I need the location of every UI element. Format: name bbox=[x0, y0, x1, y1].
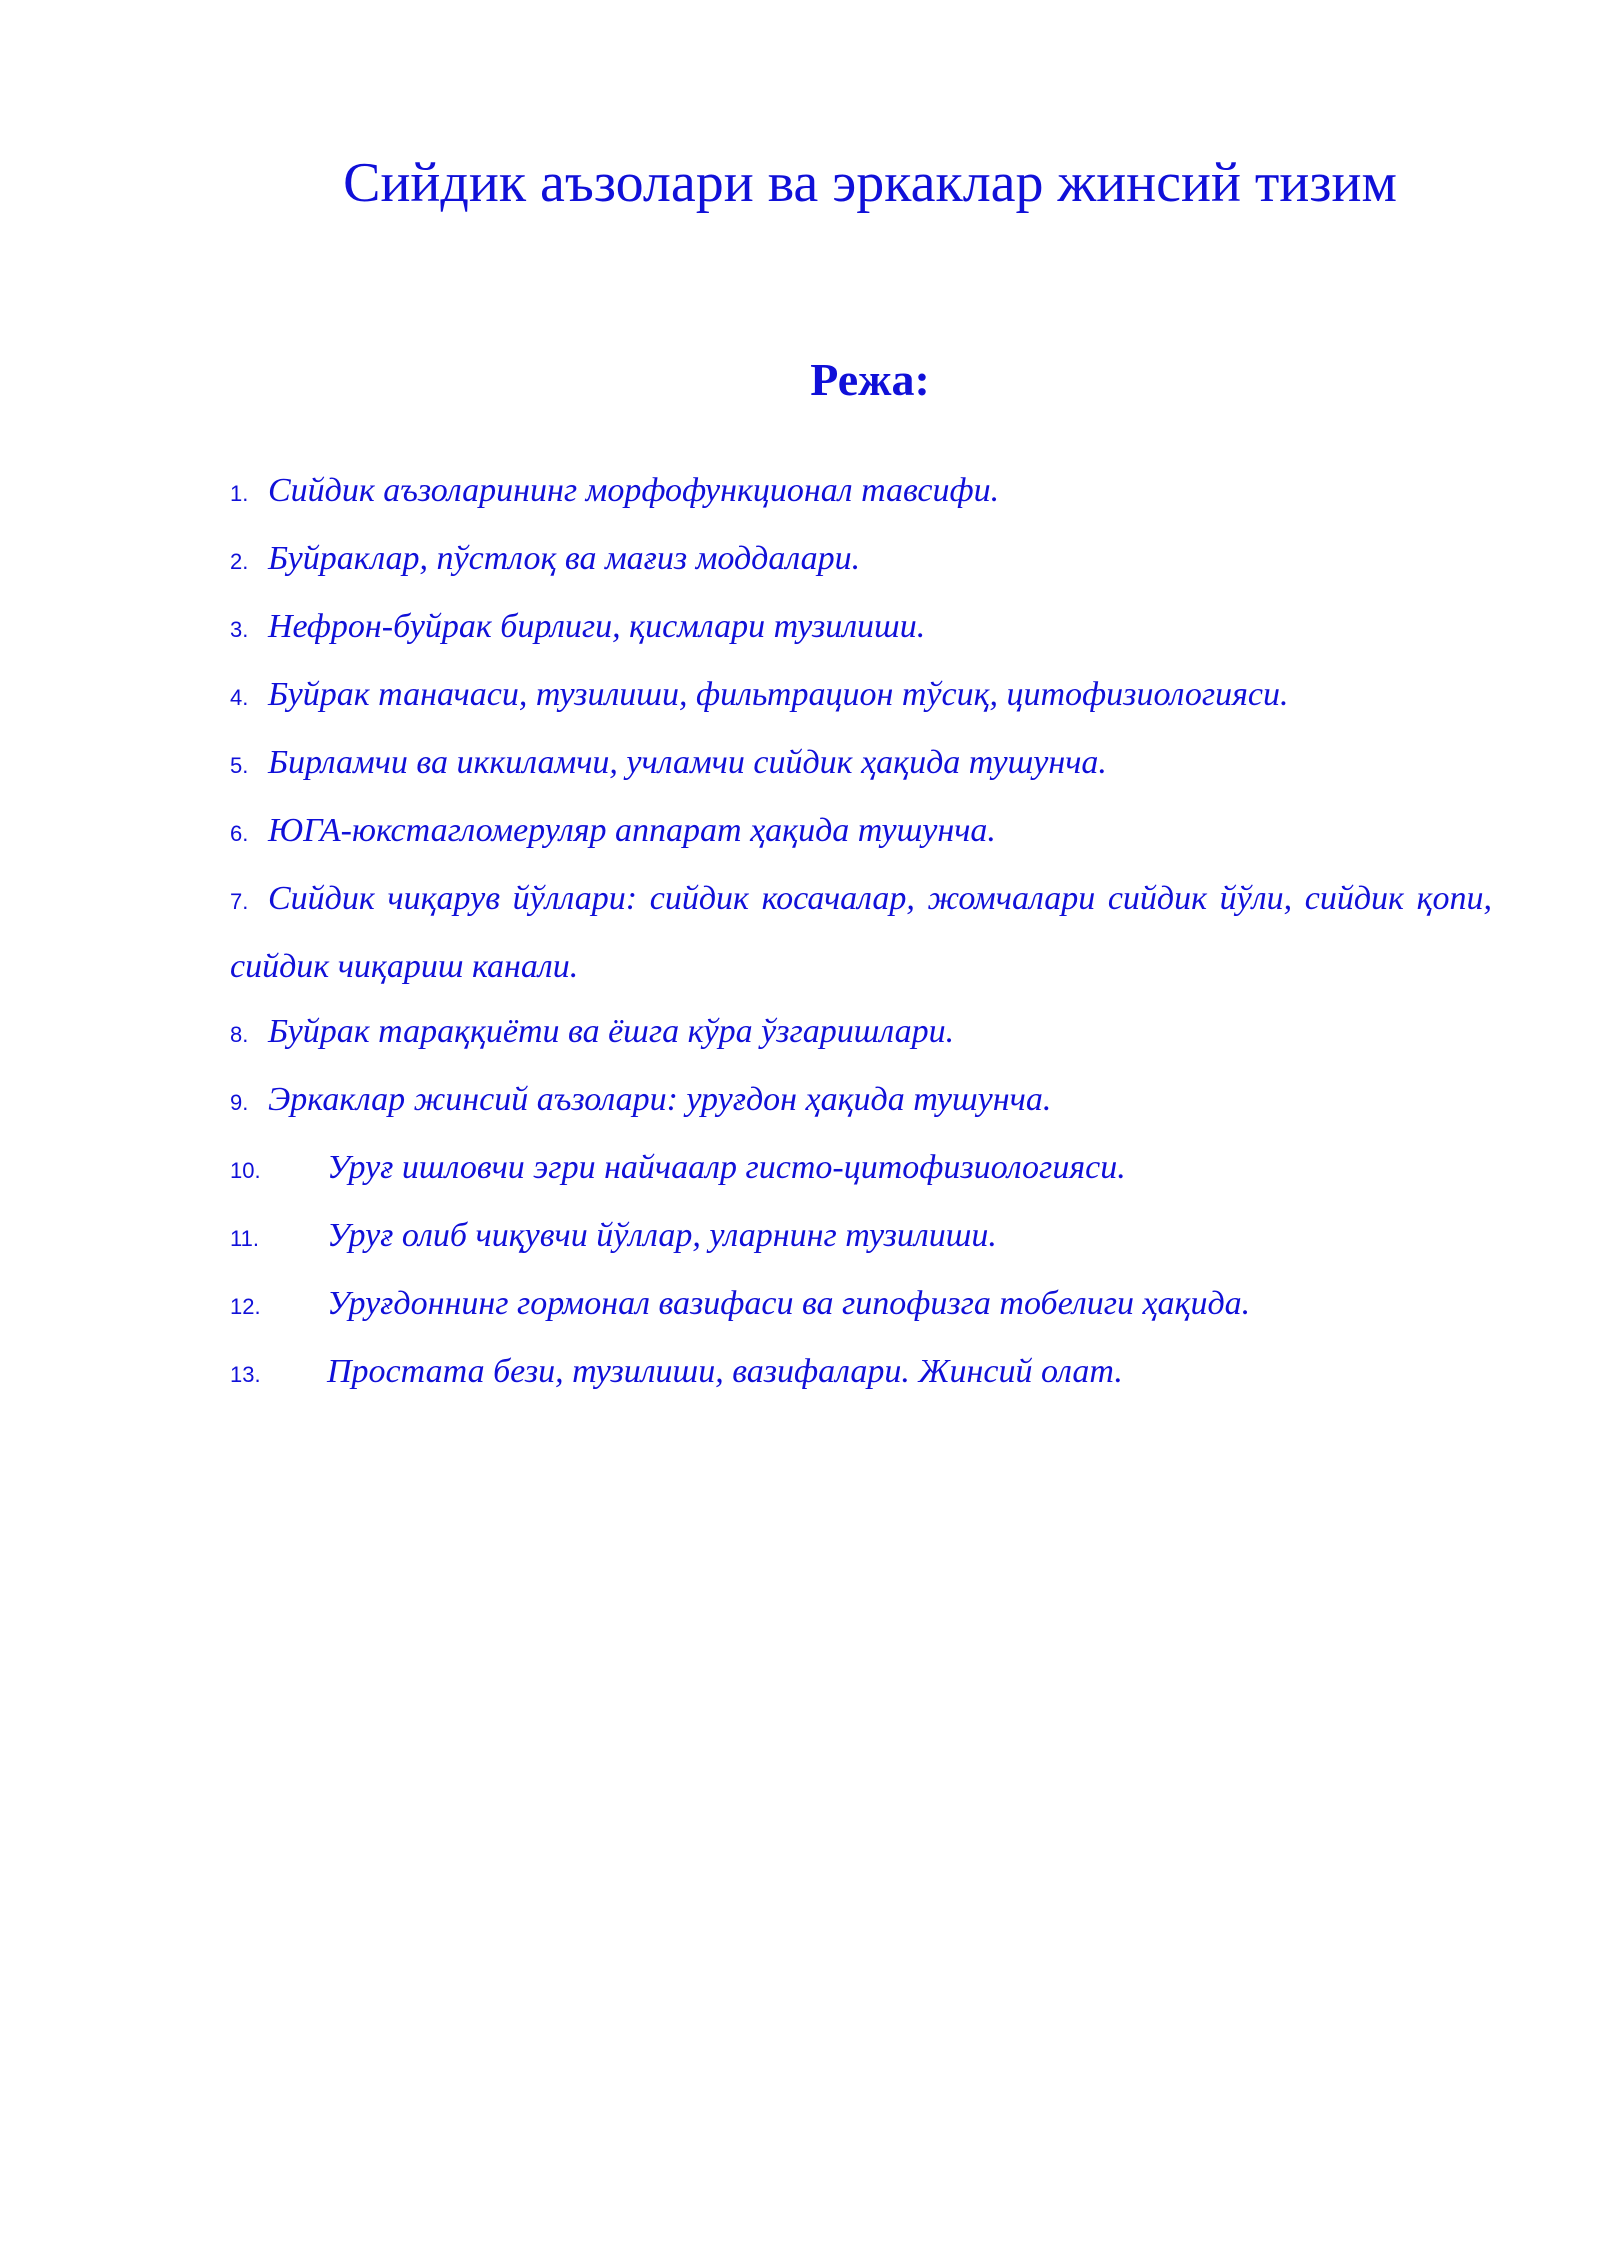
plan-item-text: Бирламчи ва иккиламчи, учламчи сийдик ҳақида тушунча. bbox=[268, 744, 1107, 781]
plan-item-text: Буйрак тараққиёти ва ёшга кўра ўзгаришлари. bbox=[268, 1013, 955, 1050]
plan-item-number: 13. bbox=[230, 1362, 261, 1387]
plan-heading: Режа: bbox=[810, 354, 930, 405]
plan-item-text: Простата бези, тузилиши, вазифалари. Жинсий олат. bbox=[327, 1353, 1123, 1390]
plan-item-text: Буйраклар, пўстлоқ ва мағиз моддалари. bbox=[268, 540, 861, 577]
plan-item-number: 11. bbox=[230, 1226, 259, 1251]
plan-item-text: Сийдик чиқарув йўллари: сийдик косачалар, жомчалари сийдик йўли, сийдик қопи, сийдик чиқариш канали. bbox=[230, 880, 1492, 985]
plan-item-number: 1. bbox=[230, 481, 249, 506]
plan-item-number: 6. bbox=[230, 821, 249, 846]
plan-item bbox=[230, 1067, 1492, 1135]
plan-list bbox=[230, 458, 1492, 1407]
plan-item bbox=[230, 662, 1492, 730]
plan-item-text: Уруғ олиб чиқувчи йўллар, уларнинг тузилиши. bbox=[327, 1217, 997, 1254]
plan-item bbox=[230, 798, 1492, 866]
plan-item-number: 8. bbox=[230, 1022, 249, 1047]
plan-item bbox=[230, 1135, 1492, 1203]
plan-item-text: Эркаклар жинсий аъзолари: уруғдон ҳақида тушунча. bbox=[268, 1081, 1052, 1118]
plan-item bbox=[230, 999, 1492, 1067]
plan-item bbox=[230, 1339, 1492, 1407]
plan-item-number: 12. bbox=[230, 1294, 261, 1319]
plan-item-text: ЮГА-юкстагломеруляр аппарат ҳақида тушунча. bbox=[268, 812, 996, 849]
document-title: Сийдик аъзолари ва эркаклар жинсий тизим bbox=[343, 152, 1397, 214]
plan-item-number: 9. bbox=[230, 1090, 249, 1115]
plan-item-text: Нефрон-буйрак бирлиги, қисмлари тузилиши. bbox=[268, 608, 926, 645]
plan-item bbox=[230, 526, 1492, 594]
plan-item-number: 5. bbox=[230, 753, 249, 778]
plan-item-text: Уруғдоннинг гормонал вазифаси ва гипофизга тобелиги ҳақида. bbox=[327, 1285, 1251, 1322]
plan-item-number: 10. bbox=[230, 1158, 261, 1183]
plan-item bbox=[230, 1203, 1492, 1271]
plan-item bbox=[230, 730, 1492, 798]
plan-item-number: 3. bbox=[230, 617, 249, 642]
plan-item-text: Сийдик аъзоларининг морфофункционал тавсифи. bbox=[268, 472, 1000, 509]
plan-item bbox=[230, 594, 1492, 662]
plan-item-number: 4. bbox=[230, 685, 249, 710]
plan-item bbox=[230, 1271, 1492, 1339]
plan-item bbox=[230, 458, 1492, 526]
plan-item-text: Уруғ ишловчи эгри найчаалр гисто-цитофизиологияси. bbox=[327, 1149, 1126, 1186]
plan-item-text: Буйрак таначаси, тузилиши, фильтрацион тўсиқ, цитофизиологияси. bbox=[268, 676, 1289, 713]
plan-item-number: 7. bbox=[230, 889, 249, 914]
plan-item bbox=[230, 866, 1492, 999]
plan-item-number: 2. bbox=[230, 549, 249, 574]
